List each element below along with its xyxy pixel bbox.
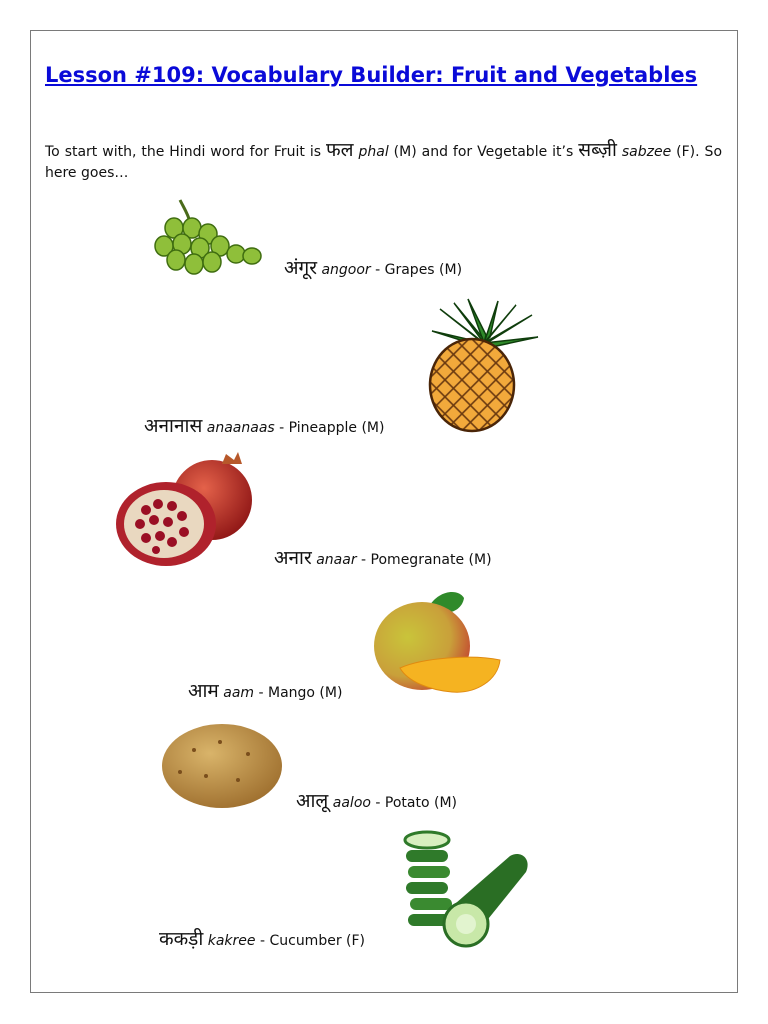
hindi-word: अनानास bbox=[144, 415, 203, 437]
hindi-word: अंगूर bbox=[284, 257, 317, 279]
vegetable-transliteration: sabzee bbox=[621, 144, 672, 160]
hindi-word: आम bbox=[188, 680, 219, 702]
transliteration: anaanaas bbox=[206, 420, 275, 436]
english-meaning: - Potato (M) bbox=[370, 795, 457, 811]
mango-icon bbox=[372, 588, 504, 698]
transliteration: angoor bbox=[321, 262, 371, 278]
transliteration: aam bbox=[223, 685, 255, 701]
transliteration: anaar bbox=[316, 552, 357, 568]
fruit-hindi-word: फल bbox=[326, 139, 354, 161]
intro-text-2: (M) and for Vegetable it’s bbox=[388, 144, 579, 160]
list-item-grapes bbox=[284, 257, 462, 281]
english-meaning: - Grapes (M) bbox=[370, 262, 463, 278]
cucumber-icon bbox=[402, 830, 534, 948]
hindi-word: ककड़ी bbox=[159, 928, 204, 950]
intro-text-1: To start with, the Hindi word for Fruit is bbox=[45, 144, 327, 160]
list-item-mango bbox=[188, 680, 342, 704]
list-item-pomegranate bbox=[274, 547, 492, 571]
pomegranate-icon bbox=[114, 452, 256, 568]
transliteration: kakree bbox=[207, 933, 256, 949]
hindi-word: आलू bbox=[296, 790, 329, 812]
list-item-pineapple bbox=[144, 415, 384, 439]
transliteration: aaloo bbox=[332, 795, 371, 811]
english-meaning: - Cucumber (F) bbox=[255, 933, 366, 949]
list-item-cucumber bbox=[159, 928, 365, 952]
intro-paragraph bbox=[45, 140, 722, 184]
pineapple-icon bbox=[428, 295, 540, 435]
hindi-word: अनार bbox=[274, 547, 312, 569]
lesson-title[interactable]: Lesson #109: Vocabulary Builder: Fruit and Vegetables bbox=[45, 63, 698, 87]
grapes-icon bbox=[150, 198, 266, 278]
english-meaning: - Mango (M) bbox=[254, 685, 343, 701]
english-meaning: - Pineapple (M) bbox=[274, 420, 385, 436]
vegetable-hindi-word: सब्ज़ी bbox=[578, 139, 617, 161]
english-meaning: - Pomegranate (M) bbox=[356, 552, 492, 568]
list-item-potato bbox=[296, 790, 457, 814]
fruit-transliteration: phal bbox=[358, 144, 389, 160]
intro-text-3: (F). So here goes… bbox=[45, 144, 723, 181]
potato-icon bbox=[160, 720, 286, 810]
